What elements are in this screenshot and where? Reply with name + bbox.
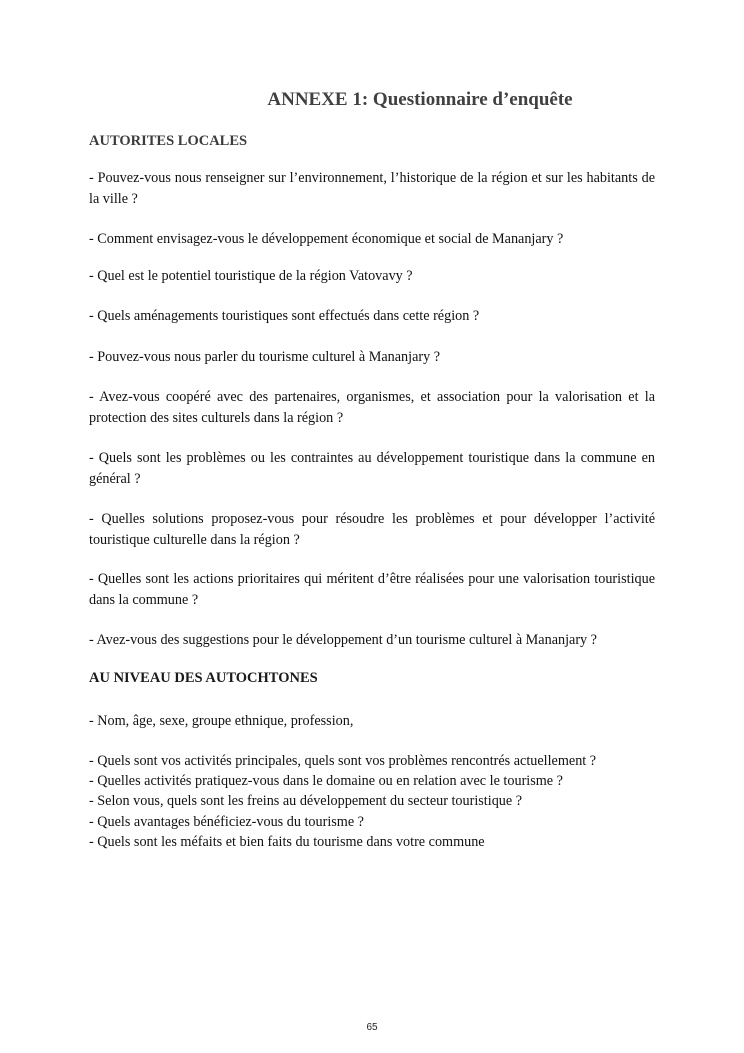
page-title: ANNEXE 1: Questionnaire d’enquête [267,89,573,110]
section-heading-autochtones: AU NIVEAU DES AUTOCHTONES [89,670,318,686]
list-item: - Quelles activités pratiquez-vous dans le domaine ou en relation avec le tourisme ? [89,773,563,790]
question-6: - Avez-vous coopéré avec des partenaires, organismes, et association pour la valorisation et la protection des sites culturels dans la région ? [89,389,655,426]
question-4: - Quels aménagements touristiques sont effectués dans cette région ? [89,308,480,324]
question-7: - Quels sont les problèmes ou les contraintes au développement touristique dans la commune en général ? [89,450,655,487]
section-heading-autorites-locales: AUTORITES LOCALES [89,133,248,149]
list-item: - Quels avantages bénéficiez-vous du tourisme ? [89,813,364,830]
question-1: - Pouvez-vous nous renseigner sur l’environnement, l’historique de la région et sur les habitants de la ville ? [89,170,655,207]
question-10: - Avez-vous des suggestions pour le développement d’un tourisme culturel à Mananjary ? [89,632,597,648]
page-number: 65 [366,1022,378,1033]
intro-line: - Nom, âge, sexe, groupe ethnique, profession, [89,713,354,729]
question-2: - Comment envisagez-vous le développement économique et social de Mananjary ? [89,231,564,247]
question-5: - Pouvez-vous nous parler du tourisme culturel à Mananjary ? [89,349,441,365]
autochtones-question-list [89,751,655,852]
question-3: - Quel est le potentiel touristique de la région Vatovavy ? [89,268,413,284]
list-item: - Selon vous, quels sont les freins au développement du secteur touristique ? [89,793,523,810]
question-8: - Quelles solutions proposez-vous pour résoudre les problèmes et pour développer l’activité touristique culturelle dans la région ? [89,511,655,548]
question-9: - Quelles sont les actions prioritaires qui méritent d’être réalisées pour une valorisation touristique dans la commune ? [89,571,655,608]
list-item: - Quels sont vos activités principales, quels sont vos problèmes rencontrés actuellement ? [89,753,597,769]
list-item: - Quels sont les méfaits et bien faits du tourisme dans votre commune [89,833,485,850]
